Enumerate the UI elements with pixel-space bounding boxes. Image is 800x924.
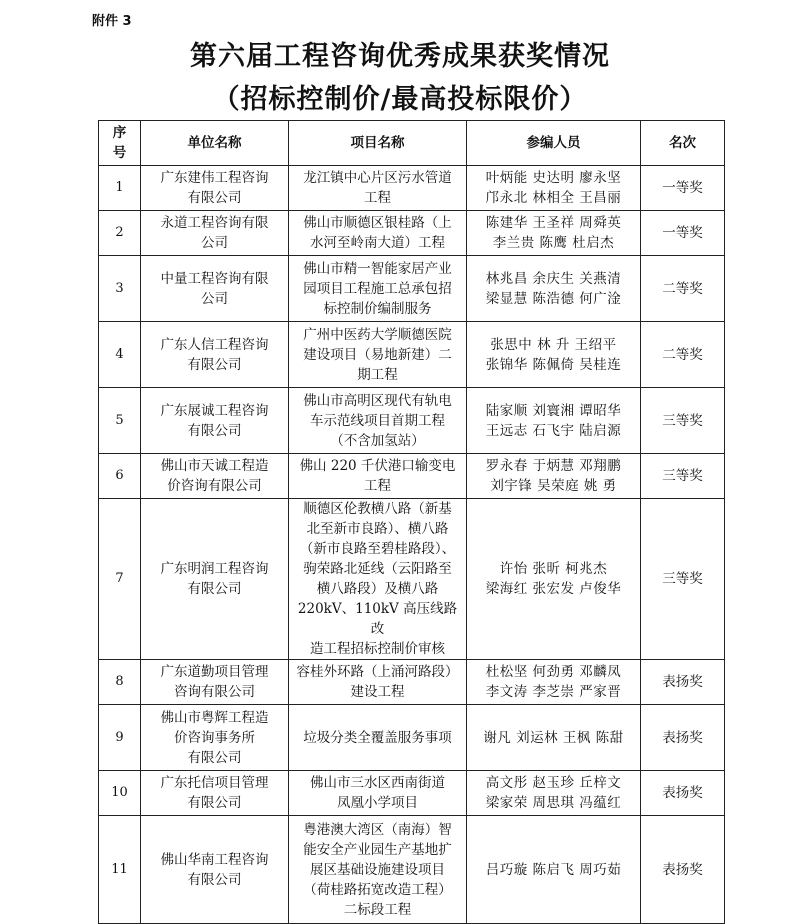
unit-name-line: 价咨询有限公司 — [167, 478, 262, 494]
participants-line: 谢凡 刘运林 王枫 陈甜 — [483, 729, 624, 746]
project-name-line: 垃圾分类全覆盖服务事项 — [303, 729, 452, 746]
unit-name — [141, 322, 289, 388]
unit-name-line: 有限公司 — [187, 422, 242, 439]
unit-name — [141, 454, 289, 499]
project-name-line: 工程 — [364, 478, 391, 494]
unit-name-line: 有限公司 — [187, 749, 242, 766]
participants — [467, 816, 641, 924]
project-name — [289, 771, 467, 816]
award-rank: 三等奖 — [641, 454, 725, 499]
project-name-line: 建设工程 — [350, 684, 405, 700]
project-name-line: （新市良路至碧桂路段）、 — [299, 541, 456, 557]
row-number: 9 — [99, 705, 141, 771]
row-number: 6 — [99, 454, 141, 499]
participants — [467, 256, 641, 322]
project-name-line: 佛山市高明区现代有轨电 — [303, 392, 452, 409]
unit-name — [141, 660, 289, 705]
project-name — [289, 211, 467, 256]
unit-name-line: 永道工程咨询有限 — [160, 215, 269, 231]
unit-name — [141, 166, 289, 211]
project-name — [289, 256, 467, 322]
project-name-line: 期工程 — [357, 366, 398, 383]
unit-name-line: 广东展诚工程咨询 — [160, 402, 269, 419]
project-name — [289, 660, 467, 705]
award-rank: 表扬奖 — [641, 771, 725, 816]
project-name — [289, 166, 467, 211]
participants-line: 罗永春 于炳慧 邓翔鹏 — [485, 458, 622, 474]
project-name-line: 220kV、110kV 高压线路改 — [297, 601, 458, 637]
participants — [467, 660, 641, 705]
unit-name — [141, 771, 289, 816]
unit-name-line: 佛山华南工程咨询 — [160, 851, 269, 868]
participants — [467, 166, 641, 211]
project-name-line: 驹荣路北延线（云阳路至 — [303, 561, 452, 577]
participants — [467, 705, 641, 771]
row-number: 2 — [99, 211, 141, 256]
project-name — [289, 705, 467, 771]
participants — [467, 322, 641, 388]
unit-name-line: 广东建伟工程咨询 — [160, 170, 269, 186]
project-name-line: 龙江镇中心片区污水管道 — [303, 170, 452, 186]
project-name-line: 工程 — [364, 190, 391, 206]
header-rank: 名次 — [641, 121, 725, 166]
header-project: 项目名称 — [289, 121, 467, 166]
row-number: 8 — [99, 660, 141, 705]
header-seq-line2: 号 — [112, 145, 127, 161]
participants-line: 王远志 石飞宇 陆启源 — [485, 422, 622, 439]
table-row — [99, 660, 725, 705]
participants-line: 杜松坚 何劲勇 邓麟凤 — [485, 664, 622, 680]
unit-name-line: 中量工程咨询有限 — [160, 270, 269, 287]
table-row — [99, 771, 725, 816]
participants-line: 梁家荣 周思琪 冯蕴红 — [485, 795, 622, 811]
unit-name-line: 广东明润工程咨询 — [160, 561, 269, 577]
unit-name — [141, 705, 289, 771]
participants-line: 许怡 张昕 柯兆杰 — [499, 561, 608, 577]
unit-name-line: 价咨询事务所 — [174, 729, 255, 746]
unit-name-line: 广东道勤项目管理 — [160, 664, 269, 680]
row-number: 3 — [99, 256, 141, 322]
participants — [467, 771, 641, 816]
participants-line: 刘宇锋 吴荣庭 姚 勇 — [490, 478, 617, 494]
project-name-line: 顺德区伦教横八路（新基 — [303, 501, 452, 517]
award-rank: 表扬奖 — [641, 705, 725, 771]
header-people: 参编人员 — [467, 121, 641, 166]
unit-name-line: 公司 — [201, 290, 228, 307]
project-name-line: 水河至岭南大道）工程 — [310, 235, 445, 251]
row-number: 5 — [99, 388, 141, 454]
project-name-line: 凤凰小学项目 — [337, 795, 418, 811]
unit-name-line: 广东人信工程咨询 — [160, 336, 269, 353]
unit-name-line: 有限公司 — [187, 581, 242, 597]
table-row — [99, 705, 725, 771]
unit-name-line: 公司 — [201, 235, 228, 251]
row-number: 4 — [99, 322, 141, 388]
unit-name-line: 咨询有限公司 — [174, 684, 255, 700]
unit-name — [141, 816, 289, 924]
project-name-line: 能安全产业园生产基地扩 — [303, 841, 452, 858]
unit-name-line: 有限公司 — [187, 871, 242, 888]
award-rank: 表扬奖 — [641, 816, 725, 924]
participants-line: 张锦华 陈佩倚 吴桂连 — [485, 356, 622, 373]
participants — [467, 388, 641, 454]
unit-name — [141, 256, 289, 322]
awards-table — [98, 120, 725, 924]
row-number: 10 — [99, 771, 141, 816]
document-title: 第六届工程咨询优秀成果获奖情况 — [190, 41, 610, 72]
header-seq — [99, 121, 141, 166]
participants-line: 林兆昌 余庆生 关燕清 — [485, 270, 622, 287]
project-name-line: 粤港澳大湾区（南海）智 — [303, 821, 452, 838]
unit-name-line: 有限公司 — [187, 795, 242, 811]
participants-line: 陆家顺 刘寰湘 谭昭华 — [485, 402, 622, 419]
project-name-line: 佛山市三水区西南街道 — [310, 775, 445, 791]
project-name-line: （荷桂路拓宽改造工程） — [303, 881, 452, 898]
project-name-line: 建设项目（易地新建）二 — [303, 346, 452, 363]
participants-line: 陈建华 王圣祥 周舜英 — [485, 215, 622, 231]
project-name-line: 佛山市精一智能家居产业 — [303, 260, 452, 277]
unit-name — [141, 388, 289, 454]
header-seq-line1: 序 — [112, 125, 127, 141]
unit-name — [141, 211, 289, 256]
table-row — [99, 211, 725, 256]
unit-name-line: 广东托信项目管理 — [160, 775, 269, 791]
award-rank: 二等奖 — [641, 256, 725, 322]
project-name — [289, 499, 467, 660]
project-name-line: 展区基础设施建设项目 — [310, 861, 445, 878]
participants — [467, 211, 641, 256]
participants — [467, 454, 641, 499]
participants-line: 李文涛 李芝崇 严家晋 — [485, 684, 622, 700]
row-number: 11 — [99, 816, 141, 924]
project-name-line: 标控制价编制服务 — [323, 300, 432, 317]
participants-line: 梁海红 张宏发 卢俊华 — [485, 581, 622, 597]
project-name — [289, 816, 467, 924]
table-row — [99, 166, 725, 211]
project-name-line: 园项目工程施工总承包招 — [303, 280, 452, 297]
header-unit: 单位名称 — [141, 121, 289, 166]
table-row — [99, 322, 725, 388]
project-name-line: 车示范线项目首期工程 — [310, 412, 445, 429]
participants-line: 张思中 林 升 王绍平 — [490, 336, 617, 353]
participants-line: 高文彤 赵玉珍 丘梓文 — [485, 775, 622, 791]
participants-line: 李兰贵 陈鹰 杜启杰 — [492, 235, 615, 251]
attachment-label: 附件 3 — [92, 14, 132, 29]
project-name — [289, 388, 467, 454]
table-header-row — [99, 121, 725, 166]
table-row — [99, 454, 725, 499]
award-rank: 二等奖 — [641, 322, 725, 388]
award-rank: 一等奖 — [641, 211, 725, 256]
participants-line: 吕巧璇 陈启飞 周巧茹 — [485, 861, 622, 878]
participants-line: 邝永北 林相全 王昌丽 — [485, 190, 622, 206]
table-row — [99, 388, 725, 454]
project-name-line: 广州中医药大学顺德医院 — [303, 326, 452, 343]
award-rank: 三等奖 — [641, 499, 725, 660]
document-subtitle: （招标控制价/最高投标限价） — [212, 84, 588, 115]
project-name — [289, 322, 467, 388]
unit-name-line: 有限公司 — [187, 190, 242, 206]
project-name-line: 容桂外环路（上涌河路段） — [296, 664, 459, 680]
participants-line: 梁显慧 陈浩德 何广淦 — [485, 290, 622, 307]
unit-name — [141, 499, 289, 660]
participants — [467, 499, 641, 660]
award-rank: 一等奖 — [641, 166, 725, 211]
table-row — [99, 256, 725, 322]
unit-name-line: 佛山市天诚工程造 — [160, 458, 269, 474]
row-number: 1 — [99, 166, 141, 211]
award-rank: 三等奖 — [641, 388, 725, 454]
project-name-line: 横八路段）及横八路 — [316, 581, 439, 597]
project-name-line: 佛山 220 千伏港口输变电 — [299, 458, 456, 474]
table-row — [99, 816, 725, 924]
project-name-line: 北至新市良路）、横八路 — [306, 521, 449, 537]
project-name — [289, 454, 467, 499]
project-name-line: 佛山市顺德区银桂路（上 — [303, 215, 452, 231]
table-row — [99, 499, 725, 660]
unit-name-line: 有限公司 — [187, 356, 242, 373]
award-rank: 表扬奖 — [641, 660, 725, 705]
project-name-line: 二标段工程 — [343, 901, 412, 918]
project-name-line: 造工程招标控制价审核 — [310, 641, 445, 657]
project-name-line: （不含加氢站） — [330, 432, 425, 449]
row-number: 7 — [99, 499, 141, 660]
unit-name-line: 佛山市粤辉工程造 — [160, 709, 269, 726]
participants-line: 叶炳能 史达明 廖永坚 — [485, 170, 622, 186]
